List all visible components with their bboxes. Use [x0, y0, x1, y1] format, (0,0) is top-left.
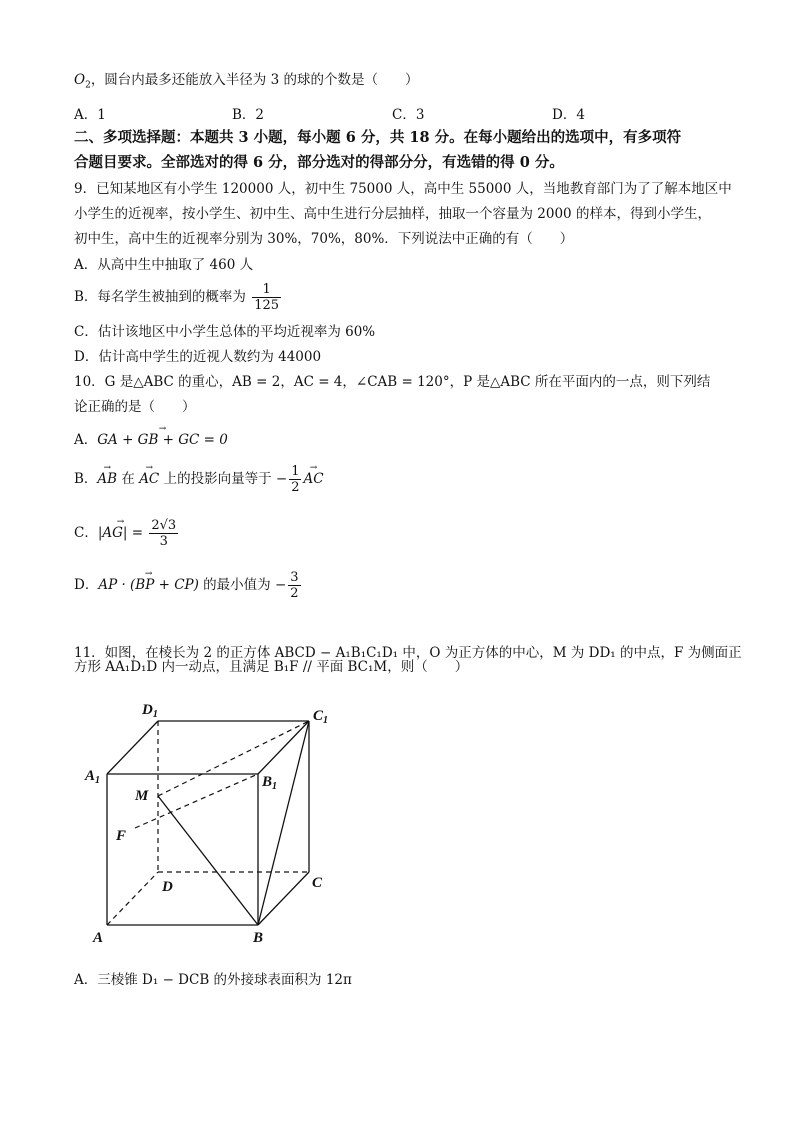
- fraction-numerator: 2√3: [151, 518, 177, 533]
- fraction-numerator: 3: [290, 570, 299, 585]
- q9-option-c: C．估计该地区中小学生总体的平均近视率为 60%: [74, 324, 376, 340]
- edge-a1-d1: [107, 721, 158, 774]
- fraction: [288, 570, 300, 601]
- q9-stem-line3: 初中生，高中生的近视率分别为 30%，70%，80%．下列说法中正确的有（ ）: [74, 231, 574, 247]
- option-text: 上的投影向量等于 −: [159, 471, 288, 487]
- label-b1: $B_1$: [262, 774, 278, 792]
- section-2-heading-line2: 合题目要求。全部选对的得 6 分，部分选对的得部分分，有选错的得 0 分。: [74, 154, 564, 171]
- q9-option-d: D．估计高中学生的近视人数约为 44000: [74, 349, 322, 365]
- q8-option-a: A．1: [74, 107, 106, 123]
- q8-stem-tail: [74, 70, 418, 96]
- segment-b-c1: [258, 721, 309, 925]
- q9-stem-line2: 小学生的近视率，按小学生、初中生、高中生进行分层抽样，抽取一个容量为 2000 的样本，得到小学生，: [74, 206, 711, 222]
- option-label: C．: [74, 525, 98, 541]
- q10-option-a: [74, 430, 228, 450]
- label-d1: $D_1$: [142, 702, 158, 720]
- fraction-numerator: 1: [291, 464, 300, 479]
- label-b: B: [253, 930, 264, 946]
- q9-stem-line1: 9．已知某地区有小学生 120000 人，初中生 75000 人，高中生 55000 人，当地教育部门为了了解本地区中: [74, 181, 732, 197]
- label-d: D: [162, 879, 173, 895]
- abs-vector-ag: → |AG| =: [98, 514, 143, 552]
- o2-subscript: 2: [85, 80, 91, 91]
- option-label: A．: [74, 432, 98, 448]
- q10-option-c: [74, 514, 180, 552]
- option-text: 的最小值为 −: [198, 577, 287, 593]
- option-text: 在: [117, 471, 140, 487]
- q11-option-a: A．三棱锥 D₁ − DCB 的外接球表面积为 12π: [74, 972, 352, 988]
- q10-option-a-math: → GA + GB + GC = 0: [97, 430, 228, 450]
- fraction-denominator: 3: [159, 534, 168, 549]
- q9-option-b-text: B．每名学生被抽到的概率为: [74, 289, 246, 305]
- label-f: F: [116, 828, 127, 844]
- o2-symbol: O: [74, 72, 86, 88]
- vector-ab: → AB: [97, 462, 117, 496]
- cube-figure: [80, 700, 350, 950]
- fraction-denominator: 125: [254, 298, 280, 313]
- label-a1: $A_1$: [85, 768, 101, 786]
- q10-stem-line2: 论正确的是（ ）: [74, 399, 196, 415]
- edge-b1-c1: [258, 721, 309, 774]
- fraction-numerator: 1: [252, 282, 281, 298]
- fraction: [289, 464, 301, 495]
- fraction-denominator: 2: [290, 586, 299, 601]
- fraction-denominator: 2: [291, 480, 300, 495]
- vector-ac: → AC: [139, 462, 159, 496]
- section-2-heading-line1: 二、多项选择题：本题共 3 小题，每小题 6 分，共 18 分。在每小题给出的选项中，有多项符: [74, 129, 682, 146]
- label-c: C: [312, 875, 323, 891]
- q8-option-b: B．2: [232, 107, 265, 123]
- q11-stem-line2: 方形 AA₁D₁D 内一动点，且满足 B₁F // 平面 BC₁M，则（ ）: [74, 659, 469, 675]
- label-a: A: [93, 930, 104, 946]
- vector-ac: → AC: [303, 462, 323, 496]
- q8-stem-text: ，圆台内最多还能放入半径为 3 的球的个数是（ ）: [90, 72, 419, 88]
- option-label: D．: [74, 577, 99, 593]
- fraction: [149, 518, 178, 549]
- option-label: B．: [74, 471, 98, 487]
- q10-option-d: [74, 566, 303, 604]
- q9-option-a: A．从高中生中抽取了 460 人: [74, 257, 254, 273]
- q9-option-b-fraction: [252, 282, 281, 313]
- segment-b-m: [158, 796, 258, 925]
- q11-stem-line1: 11．如图，在棱长为 2 的正方体 ABCD − A₁B₁C₁D₁ 中，O 为正方体的中心，M 为 DD₁ 的中点，F 为侧面正: [74, 645, 742, 661]
- q10-option-d-math: → AP · (BP + CP): [98, 566, 199, 604]
- label-c1: $C_1$: [313, 708, 329, 726]
- q10-option-b: [74, 462, 324, 496]
- segment-m-c1: [158, 721, 309, 796]
- edge-b-c: [258, 872, 309, 925]
- edge-a-d: [107, 872, 158, 925]
- q8-option-d: D．4: [552, 107, 585, 123]
- q10-stem-line1: 10．G 是△ABC 的重心，AB = 2，AC = 4，∠CAB = 120°，P 是△ABC 所在平面内的一点，则下列结: [74, 374, 711, 390]
- q8-option-c: C．3: [392, 107, 425, 123]
- q9-option-b: [74, 280, 283, 314]
- segment-f-b1: [135, 774, 258, 828]
- label-m: M: [135, 788, 149, 804]
